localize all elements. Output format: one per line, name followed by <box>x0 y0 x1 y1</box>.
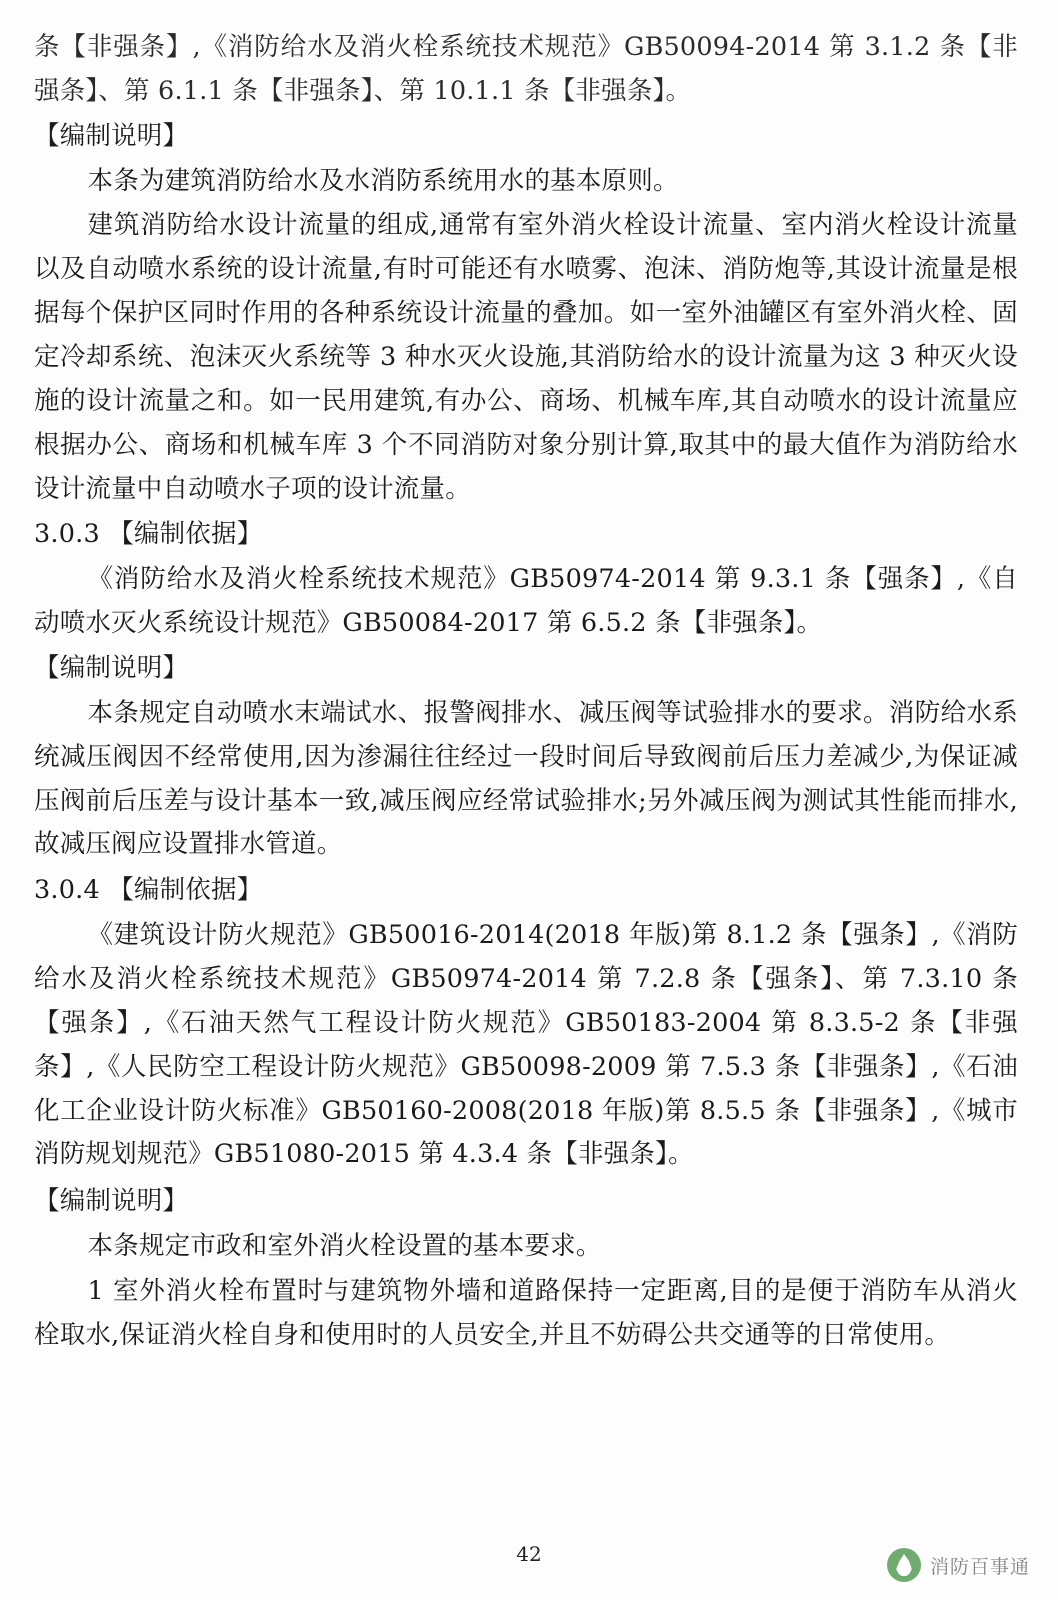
paragraph-note-3-0-4: 本条规定市政和室外消火栓设置的基本要求。 <box>87 1231 602 1262</box>
paragraph-item-1: 1 室外消火栓布置时与建筑物外墙和道路保持一定距离,目的是便于消防车从消火栓取水,保证消火栓自身和使用时的人员安全,并且不妨碍公共交通等的日常使用。 <box>34 1276 1018 1350</box>
paragraph-note-3-0-3: 本条规定自动喷水末端试水、报警阀排水、减压阀等试验排水的要求。消防给水系统减压阀因不经常使用,因为渗漏往往经过一段时间后导致阀前后压力差减少,为保证减压阀前后压差与设计基本一致,减压阀应经常试验排水;另外减压阀为测试其性能而排水,故减压阀应设置排水管道。 <box>34 697 1018 860</box>
clause-heading-3-0-3: 3.0.3 【编制依据】 <box>34 519 263 550</box>
paragraph-basis-3-0-3: 《消防给水及消火栓系统技术规范》GB50974-2014 第 9.3.1 条【强条】,《自动喷水灭火系统设计规范》GB50084-2017 第 6.5.2 条【非强条】。 <box>34 564 1018 639</box>
page-number: 42 <box>516 1542 542 1566</box>
watermark-label: 消防百事通 <box>929 1555 1030 1578</box>
watermark <box>887 1548 1030 1582</box>
section-heading-compilation-note-2: 【编制说明】 <box>34 653 189 684</box>
paragraph-reference-continuation: 条【非强条】,《消防给水及消火栓系统技术规范》GB50094-2014 第 3.1.2 条【非强条】、第 6.1.1 条【非强条】、第 10.1.1 条【非强条】。 <box>34 32 1018 106</box>
paragraph-design-flow-composition: 建筑消防给水设计流量的组成,通常有室外消火栓设计流量、室内消火栓设计流量以及自动喷水系统的设计流量,有时可能还有水喷雾、泡沫、消防炮等,其设计流量是根据每个保护区同时作用的各种系统设计流量的叠加。如一室外油罐区有室外消火栓、固定冷却系统、泡沫灭火系统等 3 种水灭火设施,其消防给水的设计流量为这 3 种灭火设施的设计流量之和。如一民用建筑,有办公、商场、机械车库,其自动喷水的设计流量应根据办公、商场和机械车库 3 个不同消防对象分别计算,取其中的最大值作为消防给水设计流量中自动喷水子项的设计流量。 <box>34 210 1018 504</box>
paragraph-basis-3-0-4: 《建筑设计防火规范》GB50016-2014(2018 年版)第 8.1.2 条【强条】,《消防给水及消火栓系统技术规范》GB50974-2014 第 7.2.8 条【强条】、第 7.3.10 条【强条】,《石油天然气工程设计防火规范》GB50183-2004 第 8.3.5-2 条【非强条】,《人民防空工程设计防火规范》GB50098-2009 第 7.5.3 条【非强条】,《石油化工企业设计防火标准》GB50160-2008(2018 年版)第 8.5.5 条【非强条】,《城市消防规划规范》GB51080-2015 第 4.3.4 条【非强条】。 <box>34 920 1018 1170</box>
flame-logo-icon <box>887 1548 921 1582</box>
section-heading-compilation-note-3: 【编制说明】 <box>34 1186 189 1217</box>
section-heading-compilation-note-1: 【编制说明】 <box>34 120 189 151</box>
paragraph-basic-principle: 本条为建筑消防给水及水消防系统用水的基本原则。 <box>87 165 679 196</box>
document-body <box>34 26 1018 1358</box>
clause-heading-3-0-4: 3.0.4 【编制依据】 <box>34 875 263 906</box>
